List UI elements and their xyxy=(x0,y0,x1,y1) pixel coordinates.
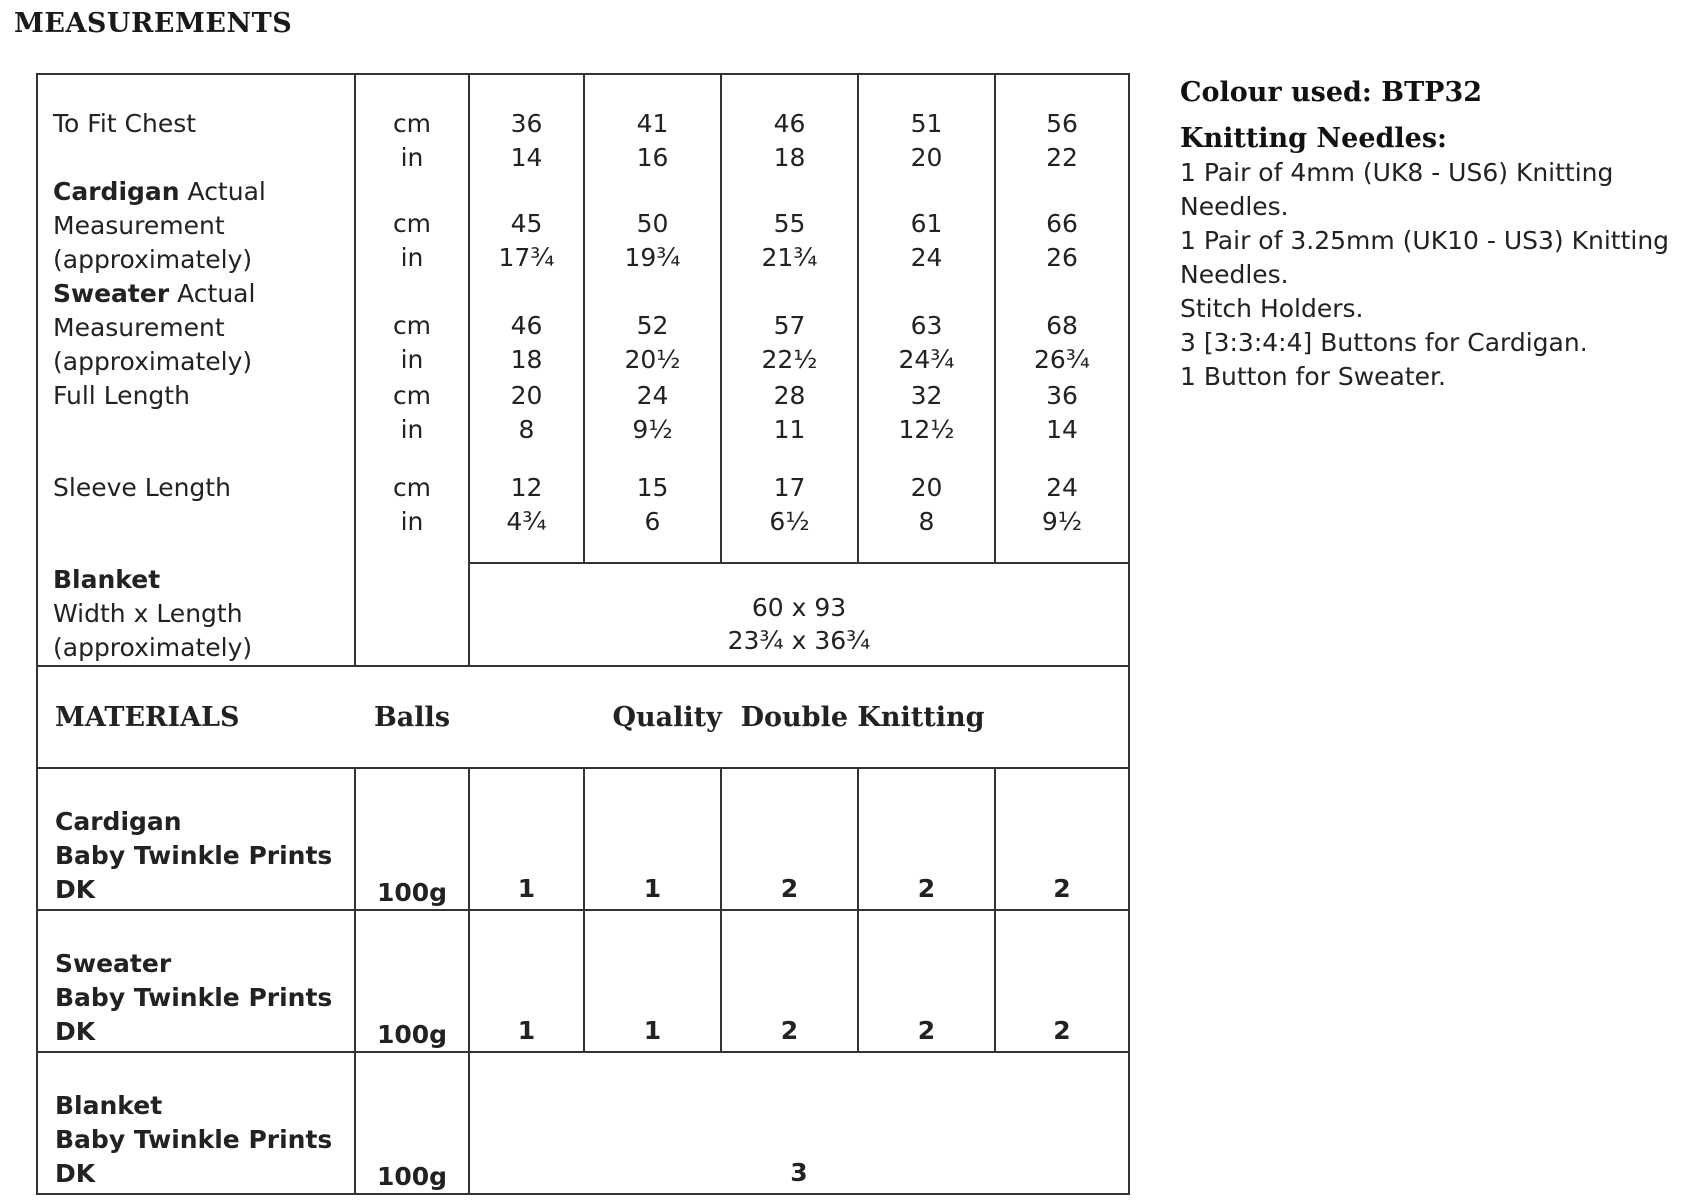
unit-label: cm xyxy=(392,381,432,410)
size-cell xyxy=(469,379,584,471)
yarn-label xyxy=(37,1052,355,1194)
needles-line: 1 Pair of 4mm (UK8 - US6) Knitting xyxy=(1180,158,1614,187)
size-cell xyxy=(995,379,1129,471)
blanket-measure-value xyxy=(469,563,1129,666)
ball-count: 2 xyxy=(858,910,995,1052)
size-value: 41 xyxy=(636,109,669,138)
size-cell xyxy=(584,175,721,277)
size-value: 20½ xyxy=(624,345,681,374)
yarn-label xyxy=(37,910,355,1052)
materials-sidebar xyxy=(1180,76,1690,394)
pattern-table xyxy=(36,73,1130,1195)
measure-label-line: To Fit Chest xyxy=(53,109,197,138)
size-value: 28 xyxy=(773,381,806,410)
size-value: 61 xyxy=(910,209,943,238)
size-cell xyxy=(858,277,995,379)
blanket-value-in: 23¾ x 36¾ xyxy=(727,625,871,655)
yarn-row xyxy=(37,1052,1129,1194)
size-value: 8 xyxy=(918,507,935,536)
measure-label xyxy=(37,175,355,277)
measure-label xyxy=(37,379,355,471)
size-value: 20 xyxy=(910,473,943,502)
unit-label: cm xyxy=(392,473,432,502)
size-value: 6 xyxy=(644,507,661,536)
size-value: 57 xyxy=(773,311,806,340)
size-value: 63 xyxy=(910,311,943,340)
yarn-weight: 100g xyxy=(355,768,469,910)
blanket-unit-cell xyxy=(355,563,469,666)
size-cell xyxy=(995,277,1129,379)
measure-label-line: (approximately) xyxy=(53,347,253,376)
unit-label: in xyxy=(400,345,424,374)
measure-label xyxy=(37,277,355,379)
needles-line: 1 Pair of 3.25mm (UK10 - US3) Knitting xyxy=(1180,226,1670,255)
size-value: 46 xyxy=(773,109,806,138)
size-value: 18 xyxy=(773,143,806,172)
size-value: 45 xyxy=(510,209,543,238)
size-value: 32 xyxy=(910,381,943,410)
measure-label-bold: Sweater xyxy=(53,279,170,308)
measure-label-line: Measurement xyxy=(53,313,225,342)
size-cell xyxy=(858,175,995,277)
measure-label-line xyxy=(53,277,354,311)
size-value: 12 xyxy=(510,473,543,502)
size-value: 22½ xyxy=(761,345,818,374)
measure-row xyxy=(37,175,1129,277)
size-cell xyxy=(858,74,995,175)
size-value: 68 xyxy=(1046,311,1078,340)
unit-label: in xyxy=(400,507,424,536)
yarn-label-line: Sweater xyxy=(55,949,172,978)
yarn-label-line: DK xyxy=(55,875,96,904)
yarn-row xyxy=(37,768,1129,910)
size-value: 24 xyxy=(910,243,943,272)
blanket-measure-label xyxy=(37,563,355,666)
size-cell xyxy=(469,74,584,175)
measure-label-line: Sleeve Length xyxy=(53,473,231,502)
size-cell xyxy=(584,74,721,175)
blanket-value-cm: 60 x 93 xyxy=(751,592,847,622)
size-value: 26 xyxy=(1046,243,1078,272)
ball-count: 1 xyxy=(584,910,721,1052)
size-cell xyxy=(584,471,721,563)
size-cell xyxy=(721,277,858,379)
measure-label xyxy=(37,471,355,563)
colour-used: Colour used: BTP32 xyxy=(1180,77,1483,108)
size-cell xyxy=(469,277,584,379)
size-value: 20 xyxy=(510,381,543,410)
measurements-body xyxy=(37,74,1129,666)
size-value: 20 xyxy=(910,143,943,172)
materials-body xyxy=(37,666,1129,1194)
size-value: 14 xyxy=(510,143,543,172)
size-value: 16 xyxy=(636,143,669,172)
size-value: 52 xyxy=(636,311,669,340)
size-value: 4¾ xyxy=(506,507,547,536)
measure-row xyxy=(37,471,1129,563)
unit-label: in xyxy=(400,143,424,172)
size-cell xyxy=(721,379,858,471)
yarn-weight: 100g xyxy=(355,910,469,1052)
size-value: 8 xyxy=(518,415,535,444)
needles-line: Stitch Holders. xyxy=(1180,294,1364,323)
yarn-label-line: Baby Twinkle Prints xyxy=(55,841,333,870)
size-value: 55 xyxy=(773,209,806,238)
size-value: 22 xyxy=(1046,143,1078,172)
needles-line: 1 Button for Sweater. xyxy=(1180,362,1446,391)
needles-line: Needles. xyxy=(1180,192,1289,221)
measure-label-text: Actual xyxy=(179,177,266,206)
yarn-label-line: Baby Twinkle Prints xyxy=(55,1125,333,1154)
unit-label: cm xyxy=(392,109,432,138)
size-value: 14 xyxy=(1046,415,1078,444)
measure-row xyxy=(37,379,1129,471)
unit-cell xyxy=(355,379,469,471)
unit-cell xyxy=(355,471,469,563)
size-value: 66 xyxy=(1046,209,1078,238)
ball-count: 2 xyxy=(858,768,995,910)
size-cell xyxy=(721,74,858,175)
size-value: 24 xyxy=(636,381,669,410)
size-value: 18 xyxy=(510,345,543,374)
unit-cell xyxy=(355,74,469,175)
quality-label: Quality Double Knitting xyxy=(469,666,1129,768)
size-value: 36 xyxy=(510,109,543,138)
measure-label-line xyxy=(53,175,354,209)
yarn-label xyxy=(37,768,355,910)
blanket-label-line: Width x Length xyxy=(53,599,243,628)
size-value: 9½ xyxy=(1041,507,1083,536)
size-value: 56 xyxy=(1046,109,1078,138)
size-value: 11 xyxy=(773,415,806,444)
size-cell xyxy=(995,471,1129,563)
size-cell xyxy=(721,175,858,277)
yarn-row xyxy=(37,910,1129,1052)
size-cell xyxy=(721,471,858,563)
size-value: 9½ xyxy=(632,415,673,444)
size-value: 36 xyxy=(1046,381,1078,410)
size-value: 24 xyxy=(1046,473,1078,502)
size-value: 6½ xyxy=(769,507,810,536)
needles-line: 3 [3:3:4:4] Buttons for Cardigan. xyxy=(1180,328,1588,357)
yarn-label-line: DK xyxy=(55,1017,96,1046)
unit-label: cm xyxy=(392,311,432,340)
size-value: 15 xyxy=(636,473,669,502)
size-value: 24¾ xyxy=(898,345,955,374)
unit-label: in xyxy=(400,415,424,444)
blanket-label-bold: Blanket xyxy=(53,565,161,594)
size-cell xyxy=(584,277,721,379)
size-value: 19¾ xyxy=(624,243,681,272)
size-cell xyxy=(469,175,584,277)
ball-count: 1 xyxy=(469,910,584,1052)
size-cell xyxy=(858,379,995,471)
measure-row xyxy=(37,74,1129,175)
size-cell xyxy=(584,379,721,471)
ball-count-total: 3 xyxy=(469,1052,1129,1194)
size-value: 50 xyxy=(636,209,669,238)
unit-label: cm xyxy=(392,209,432,238)
measure-row xyxy=(37,277,1129,379)
size-value: 46 xyxy=(510,311,543,340)
measure-label-line: (approximately) xyxy=(53,245,253,274)
size-value: 21¾ xyxy=(761,243,818,272)
yarn-label-line: Blanket xyxy=(55,1091,163,1120)
unit-cell xyxy=(355,175,469,277)
needles-heading: Knitting Needles: xyxy=(1180,123,1447,154)
size-cell xyxy=(469,471,584,563)
page-title: MEASUREMENTS xyxy=(14,8,293,39)
yarn-label-line: DK xyxy=(55,1159,96,1188)
size-value: 17 xyxy=(773,473,806,502)
needles-list xyxy=(1180,156,1690,394)
needles-line: Needles. xyxy=(1180,260,1289,289)
size-value: 12½ xyxy=(898,415,955,444)
size-cell xyxy=(995,74,1129,175)
size-cell xyxy=(995,175,1129,277)
size-value: 17¾ xyxy=(498,243,555,272)
unit-label: in xyxy=(400,243,424,272)
ball-count: 1 xyxy=(584,768,721,910)
ball-count: 2 xyxy=(995,910,1129,1052)
size-cell xyxy=(858,471,995,563)
materials-heading: MATERIALS xyxy=(37,666,355,768)
ball-count: 2 xyxy=(721,910,858,1052)
ball-count: 2 xyxy=(995,768,1129,910)
size-value: 26¾ xyxy=(1033,345,1091,374)
yarn-weight: 100g xyxy=(355,1052,469,1194)
balls-label: Balls xyxy=(355,666,469,768)
measure-label-line: Full Length xyxy=(53,381,190,410)
size-value: 51 xyxy=(910,109,943,138)
materials-header-row xyxy=(37,666,1129,768)
yarn-label-line: Baby Twinkle Prints xyxy=(55,983,333,1012)
measure-label xyxy=(37,74,355,175)
measure-label-text: Actual xyxy=(169,279,256,308)
measure-label-bold: Cardigan xyxy=(53,177,180,206)
ball-count: 1 xyxy=(469,768,584,910)
ball-count: 2 xyxy=(721,768,858,910)
unit-cell xyxy=(355,277,469,379)
blanket-measure-row xyxy=(37,563,1129,666)
blanket-label-line: (approximately) xyxy=(53,633,253,662)
measure-label-line: Measurement xyxy=(53,211,225,240)
yarn-label-line: Cardigan xyxy=(55,807,182,836)
